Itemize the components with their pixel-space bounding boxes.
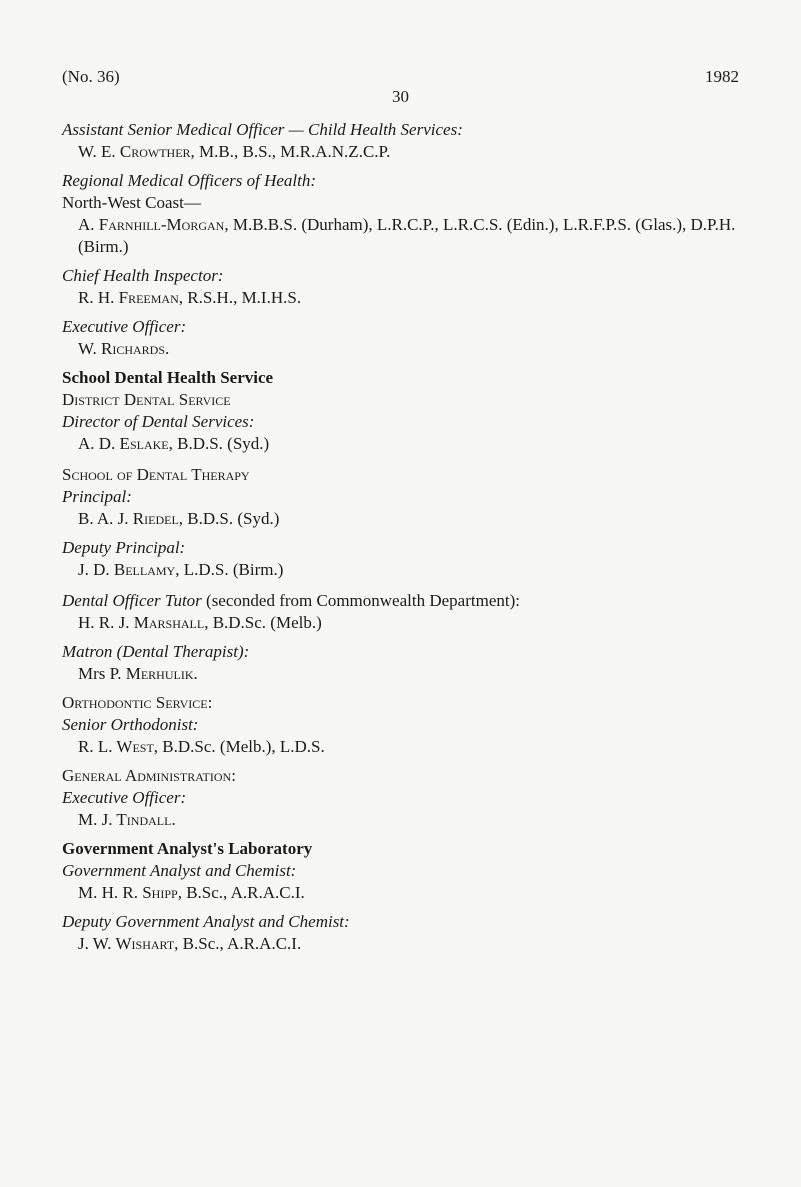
person: R. H. Freeman, R.S.H., M.I.H.S. bbox=[78, 288, 302, 307]
person-quals-continued: (Birm.) bbox=[78, 237, 129, 256]
district-dental-service bbox=[62, 389, 742, 455]
role-title: Government Analyst and Chemist: bbox=[62, 861, 297, 880]
act-number: (No. 36) bbox=[62, 67, 120, 86]
role-title: Deputy Principal: bbox=[62, 538, 186, 557]
role-title: Chief Health Inspector: bbox=[62, 266, 224, 285]
role-title: Assistant Senior Medical Officer — Child Health Services: bbox=[62, 120, 463, 139]
person: B. A. J. Riedel, B.D.S. (Syd.) bbox=[78, 509, 280, 528]
person: R. L. West, B.D.Sc. (Melb.), L.D.S. bbox=[78, 737, 325, 756]
person: A. D. Eslake, B.D.S. (Syd.) bbox=[78, 434, 270, 453]
person: M. H. R. Shipp, B.Sc., A.R.A.C.I. bbox=[78, 883, 305, 902]
entry-executive-officer bbox=[62, 316, 742, 360]
year: 1982 bbox=[705, 67, 739, 86]
person: M. J. Tindall. bbox=[78, 810, 176, 829]
role-title: Director of Dental Services: bbox=[62, 412, 255, 431]
school-of-dental-therapy bbox=[62, 464, 742, 530]
orthodontic-service bbox=[62, 692, 742, 758]
region-label: North-West Coast— bbox=[62, 193, 201, 212]
entry-government-analyst bbox=[62, 860, 742, 904]
person: Mrs P. Merhulik. bbox=[78, 664, 198, 683]
entry-assistant-senior-medical-officer bbox=[62, 119, 742, 163]
page-number: 30 bbox=[392, 87, 409, 106]
role-title: Deputy Government Analyst and Chemist: bbox=[62, 912, 350, 931]
role-title: Principal: bbox=[62, 487, 132, 506]
document-body bbox=[62, 119, 742, 962]
section-heading-laboratory: Government Analyst's Laboratory bbox=[62, 839, 313, 858]
entry-dental-officer-tutor bbox=[62, 590, 742, 634]
page-header bbox=[62, 66, 739, 110]
entry-regional-medical-officers bbox=[62, 170, 742, 258]
section-heading-dental: School Dental Health Service bbox=[62, 368, 274, 387]
role-title: Regional Medical Officers of Health: bbox=[62, 171, 316, 190]
person: J. W. Wishart, B.Sc., A.R.A.C.I. bbox=[78, 934, 302, 953]
person: J. D. Bellamy, L.D.S. (Birm.) bbox=[78, 560, 284, 579]
role-title: Executive Officer: bbox=[62, 788, 187, 807]
subsection-heading: General Administration: bbox=[62, 766, 236, 785]
general-administration bbox=[62, 765, 742, 831]
role-title: Senior Orthodonist: bbox=[62, 715, 199, 734]
subsection-heading: Orthodontic Service: bbox=[62, 693, 213, 712]
entry-deputy-government-analyst bbox=[62, 911, 742, 955]
person: W. Richards. bbox=[78, 339, 170, 358]
person: A. Farnhill-Morgan, M.B.B.S. (Durham), L.R.C.P., L.R.C.S. (Edin.), L.R.F.P.S. (Glas.), D.P.H. bbox=[78, 215, 736, 234]
person: H. R. J. Marshall, B.D.Sc. (Melb.) bbox=[78, 613, 322, 632]
role-title: Matron (Dental Therapist): bbox=[62, 642, 250, 661]
entry-deputy-principal bbox=[62, 537, 742, 581]
entry-matron bbox=[62, 641, 742, 685]
role-line: Dental Officer Tutor (seconded from Commonwealth Department): bbox=[62, 591, 520, 610]
subsection-heading: School of Dental Therapy bbox=[62, 465, 250, 484]
entry-chief-health-inspector bbox=[62, 265, 742, 309]
subsection-heading: District Dental Service bbox=[62, 390, 231, 409]
person: W. E. Crowther, M.B., B.S., M.R.A.N.Z.C.P. bbox=[78, 142, 391, 161]
role-title: Executive Officer: bbox=[62, 317, 187, 336]
